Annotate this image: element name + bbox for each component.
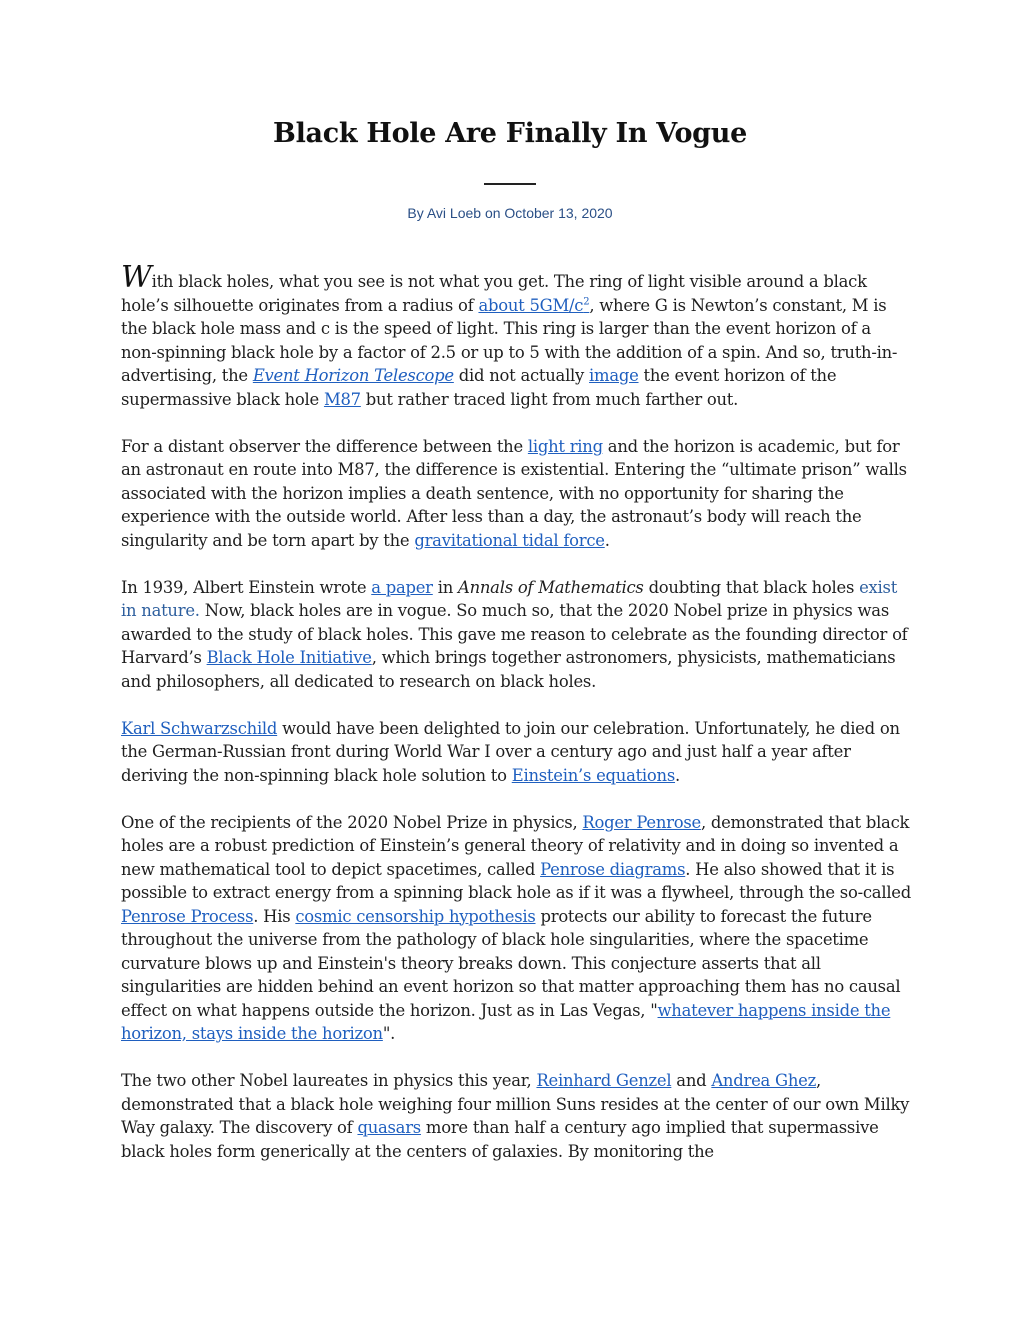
link-event-horizon-telescope[interactable]: Event Horizon Telescope [252,366,454,385]
text: The two other Nobel laureates in physics this year, [121,1071,537,1090]
link-karl-schwarzschild[interactable]: Karl Schwarzschild [121,718,278,738]
paragraph-2 [121,435,911,553]
text: . He also showed that it is possible to extract energy from a spinning black hole as if it was a flywheel, through the so-called [121,859,912,902]
link-black-hole-initiative[interactable]: Black Hole Initiative [206,648,372,667]
text: , demonstrated that a black hole weighing four million Suns resides at the center of our own Milky Way galaxy. The discovery of [121,1071,910,1137]
paragraph-5 [121,811,911,1046]
highlighted-text: exist in nature. [121,577,898,620]
article-title: Black Hole Are Finally In Vogue [273,118,747,149]
text: ith black holes, what you see is not what you get. The ring of light visible around a black hole’s silhouette originates from a radius of [121,272,867,315]
text: , where G is Newton’s constant, M is the black hole mass and c is the speed of light. This ring is larger than the event horizon of a non-spinning black hole by a factor of 2.5 or up to 5 with the addition of a spin. And so, truth-in-advertising, the [121,295,898,385]
paragraph-4 [121,717,911,788]
link-m87[interactable]: M87 [323,389,361,409]
journal-name: Annals of Mathematics [457,577,644,597]
link-a-paper[interactable]: a paper [371,577,433,597]
text: in [432,577,458,597]
text: protects our ability to forecast the future throughout the universe from the pathology of black hole singularities, where the spacetime curvature blows up and Einstein's theory breaks down. This conjecture asserts that all singularities are hidden behind an event horizon so that matter approaching them has no causal effect on what happens outside the horizon. Just as in Las Vegas, " [121,906,901,1020]
text: doubting that black holes [643,577,860,597]
link-roger-penrose[interactable]: Roger Penrose [582,812,701,832]
link-penrose-diagrams[interactable]: Penrose diagrams [540,859,686,879]
link-cosmic-censorship-hypothesis[interactable]: cosmic censorship hypothesis [295,906,536,926]
text: . [675,765,680,785]
text: the event horizon of the supermassive black hole [121,366,837,409]
text: but rather traced light from much farther out. [360,389,739,409]
paragraph-6 [121,1069,911,1163]
link-quasars[interactable]: quasars [357,1118,421,1137]
link-andrea-ghez[interactable]: Andrea Ghez [711,1071,816,1090]
text: would have been delighted to join our celebration. Unfortunately, he died on the German-Russian front during World War I over a century ago and just half a year after deriving the non-spinning black hole solution to [121,718,900,785]
text: did not actually [453,366,590,385]
link-about-5gm-c2[interactable]: about $5GM/c^2$ [478,295,590,315]
text: . His [253,906,296,926]
paragraph-1 [121,260,911,411]
link-light-ring[interactable]: light ring [527,436,603,456]
drop-cap: W [121,260,152,295]
article-body [121,260,912,1187]
text: , demonstrated that black holes are a robust prediction of Einstein’s general theory of relativity and in doing so invented a new mathematical tool to depict spacetimes, called [121,812,910,879]
text: For a distant observer the difference between the [121,436,528,456]
byline: By Avi Loeb on October 13, 2020 [407,205,613,221]
link-einsteins-equations[interactable]: Einstein’s equations [511,765,676,785]
text: . [604,530,610,550]
text: more than half a century ago implied that supermassive black holes form generically at the centers of galaxies. By monitoring the [121,1118,879,1161]
link-image[interactable]: image [589,366,639,385]
link-penrose-process[interactable]: Penrose Process [121,906,254,926]
link-reinhard-genzel[interactable]: Reinhard Genzel [536,1071,672,1090]
text: and the horizon is academic, but for an astronaut en route into M87, the difference is existential. Entering the “ultimate prison” walls associated with the horizon implies a death sentence, with no opportunity for sharing the experience with the outside world. After less than a day, the astronaut’s body will reach the singularity and be torn apart by the [121,436,907,550]
link-whatever-happens-inside-the-horizon[interactable]: whatever happens inside the horizon, stays inside the horizon [121,1000,891,1043]
link-gravitational-tidal-force[interactable]: gravitational tidal force [414,530,605,550]
text: In 1939, Albert Einstein wrote [121,577,372,597]
text: ". [382,1024,396,1043]
text: and [671,1071,712,1090]
paragraph-3 [121,576,911,694]
text: , which brings together astronomers, physicists, mathematicians and philosophers, all dedicated to research on black holes. [121,648,896,691]
title-divider [484,183,536,185]
text: Now, black holes are in vogue. So much so, that the 2020 Nobel prize in physics was awarded to the study of black holes. This gave me reason to celebrate as the founding director of Harvard’s [121,601,908,667]
text: One of the recipients of the 2020 Nobel Prize in physics, [121,812,583,832]
